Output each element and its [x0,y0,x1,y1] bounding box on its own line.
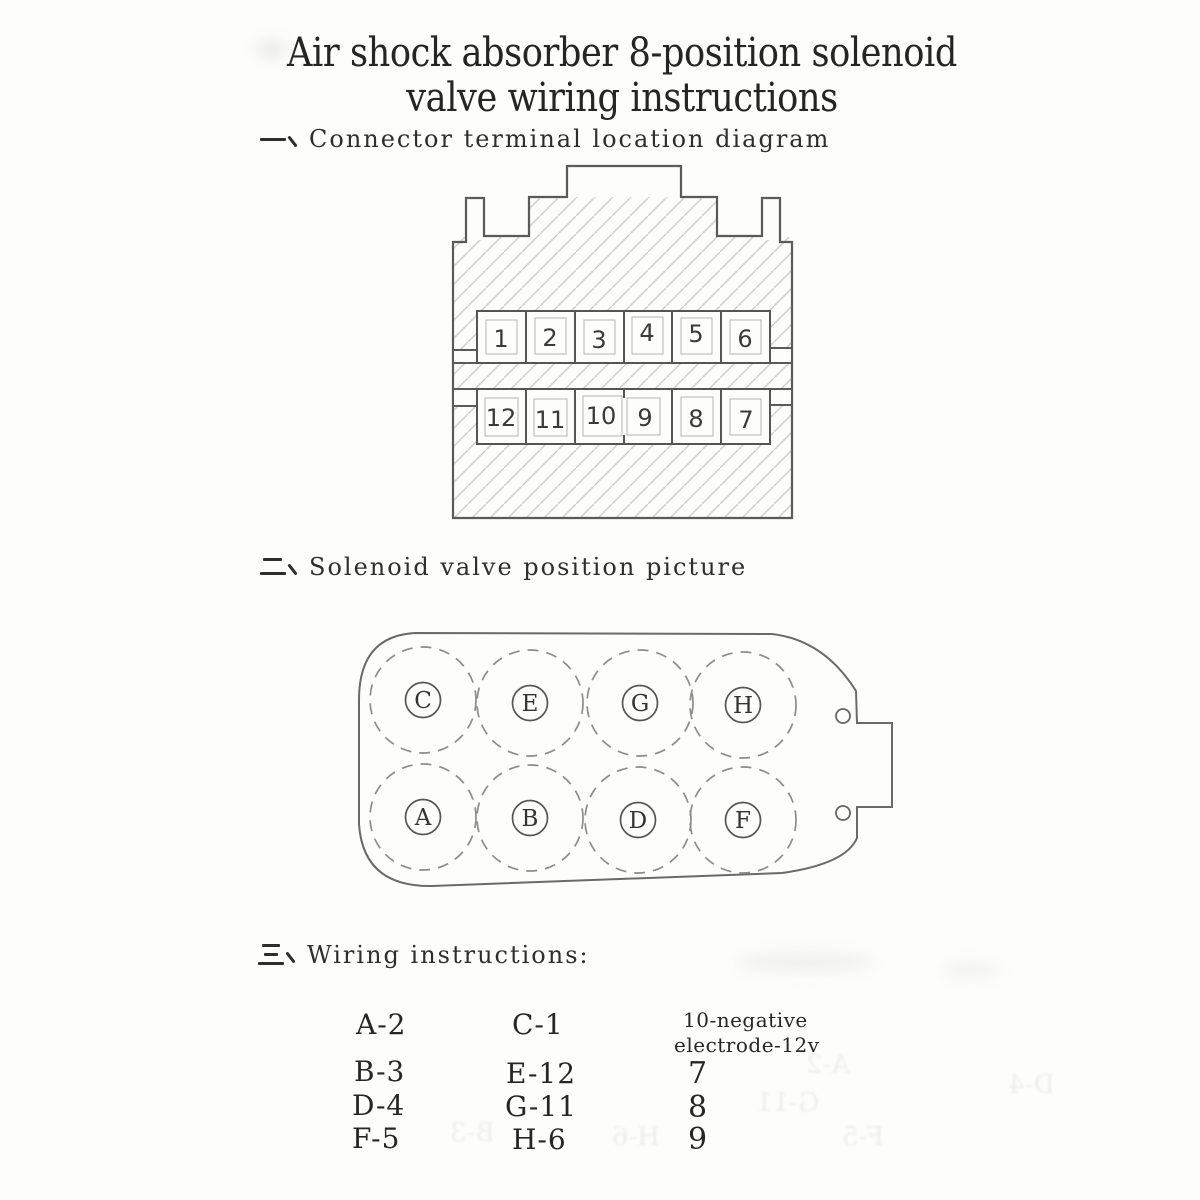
valve-body-outline [359,633,892,886]
wiring-pair: G-11 [505,1090,577,1123]
wiring-note-line1: 10-negative [683,1008,808,1032]
terminal-label: 7 [738,406,754,434]
terminal-label: 1 [493,325,509,353]
cjk-numeral-three-icon [258,942,284,966]
ghost-text: B-3 [450,1118,495,1148]
connector-terminal-diagram [448,158,798,526]
mounting-hole [836,806,850,820]
wiring-note-line2: electrode-12v [674,1033,820,1057]
terminal-label: 11 [534,406,566,434]
ghost-text: G-11 [756,1088,820,1118]
wiring-terminal-number: 7 [688,1056,709,1091]
ideographic-comma-icon [286,129,300,151]
section2-title: Solenoid valve position picture [309,553,748,581]
page-title [94,31,1150,121]
valve-port-label: F [735,808,751,834]
terminal-label: 12 [485,404,517,432]
valve-port-label: A [414,805,432,831]
terminal-label: 4 [639,319,655,347]
ghost-text: D-4 [1008,1070,1055,1100]
valve-port-label: C [414,688,432,714]
connector-right-bump [762,198,780,240]
valve-port-label: H [732,693,754,719]
terminal-label: 2 [542,324,558,352]
section1-heading [260,125,830,153]
section3-title: Wiring instructions: [307,941,590,969]
cjk-numeral-one-icon [260,126,286,150]
page-title-line2: valve wiring instructions [406,75,838,121]
wiring-pair: E-12 [506,1057,577,1090]
mounting-hole [836,709,850,723]
terminal-label: 9 [637,404,653,432]
wiring-terminal-number: 9 [688,1122,709,1157]
wiring-pair: H-6 [512,1123,567,1156]
wiring-pair: B-3 [354,1055,406,1088]
terminal-label: 8 [688,405,704,433]
valve-port-label: G [630,691,650,717]
valve-port-label: B [521,806,539,832]
solenoid-valve-diagram [346,611,902,895]
wiring-pair: D-4 [352,1089,406,1122]
page-title-line1: Air shock absorber 8-position solenoid [287,30,957,76]
ideographic-comma-icon [286,557,300,579]
connector-left-bump [466,198,484,240]
ideographic-comma-icon [284,945,298,967]
scan-smudge [256,40,286,58]
section3-heading [258,941,590,969]
connector-top-tab [567,166,681,197]
ghost-text: H-6 [612,1122,661,1152]
scan-smudge [735,952,875,972]
section1-title: Connector terminal location diagram [309,125,831,153]
scan-smudge [940,963,1000,978]
wiring-pair: A-2 [356,1008,407,1041]
terminal-label: 3 [591,326,607,354]
terminal-label: 10 [585,402,617,430]
section2-heading [260,553,747,581]
wiring-terminal-number: 8 [688,1090,709,1125]
valve-port-label: E [521,691,539,717]
terminal-label: 6 [737,325,753,353]
cjk-numeral-two-icon [260,554,286,578]
valve-port-label: D [628,808,648,834]
ghost-text: A-2 [806,1050,851,1080]
ghost-text: F-5 [842,1122,885,1152]
wiring-pair: F-5 [352,1122,401,1155]
wiring-pair: C-1 [512,1008,564,1041]
terminal-label: 5 [688,320,704,348]
